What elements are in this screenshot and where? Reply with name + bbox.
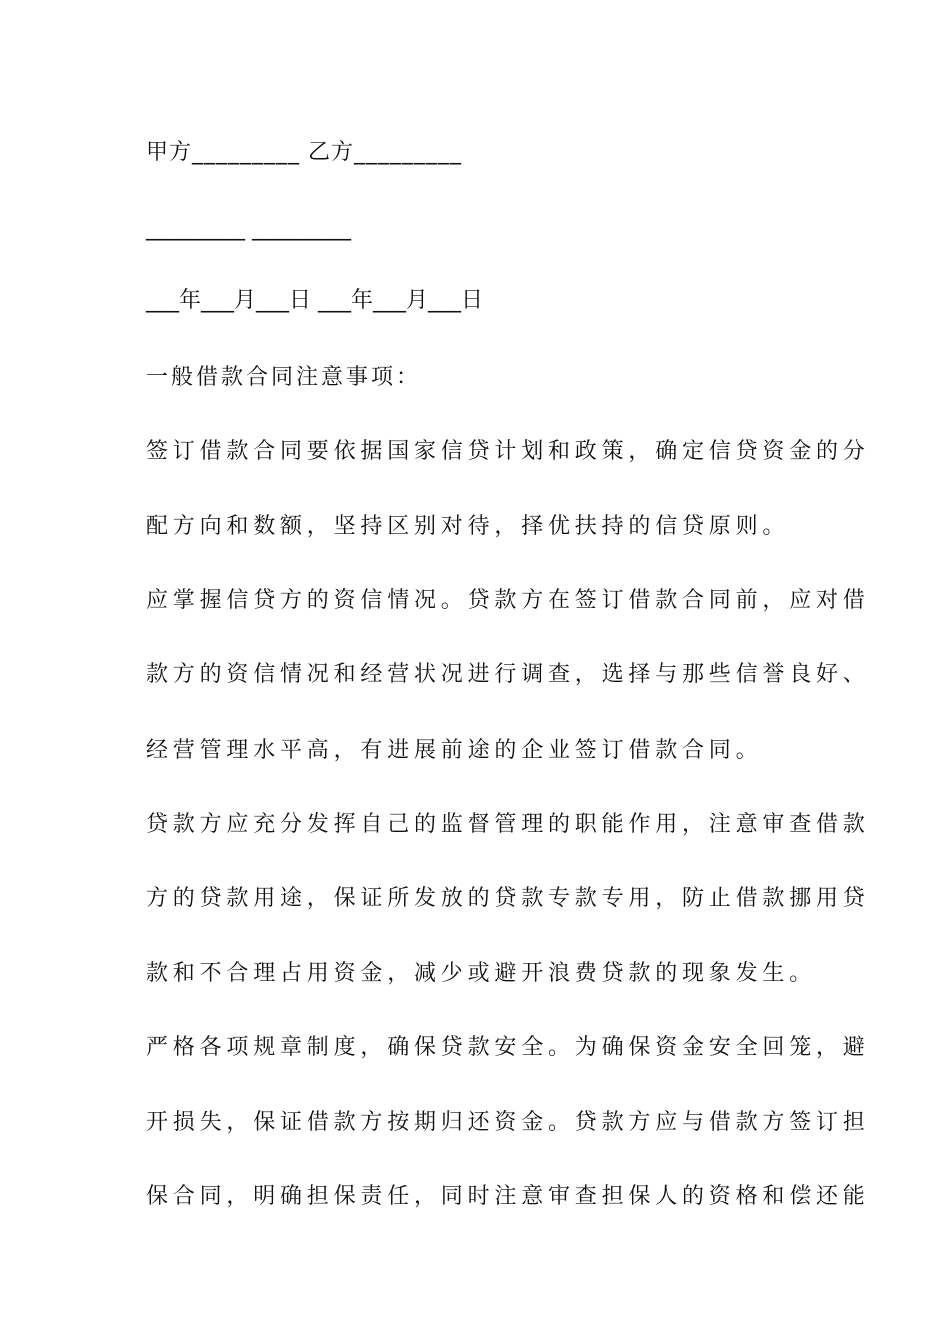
party-signature-line: 甲方_________ 乙方_________ — [146, 140, 462, 165]
signature-blank-line: _________ _________ — [146, 216, 351, 241]
paragraph-1-line-2: 配方向和数额，坚持区别对待，择优扶持的信贷原则。 — [146, 514, 790, 539]
section-heading: 一般借款合同注意事项： — [146, 365, 422, 390]
paragraph-2-line-2: 款方的资信情况和经营状况进行调查，选择与那些信誉良好、 — [146, 662, 870, 687]
paragraph-3-line-2: 方的贷款用途，保证所发放的贷款专款专用，防止借款挪用贷 — [146, 886, 870, 911]
paragraph-2-line-1: 应掌握信贷方的资信情况。贷款方在签订借款合同前，应对借 — [146, 588, 870, 613]
date-line: ___年___月___日 ___年___月___日 — [146, 288, 483, 313]
paragraph-3-line-3: 款和不合理占用资金，减少或避开浪费贷款的现象发生。 — [146, 961, 817, 986]
paragraph-4-line-2: 开损失，保证借款方按期归还资金。贷款方应与借款方签订担 — [146, 1110, 870, 1135]
paragraph-4-line-3: 保合同，明确担保责任，同时注意审查担保人的资格和偿还能 — [146, 1184, 870, 1209]
paragraph-2-line-3: 经营管理水平高，有进展前途的企业签订借款合同。 — [146, 738, 763, 763]
paragraph-4-line-1: 严格各项规章制度，确保贷款安全。为确保资金安全回笼，避 — [146, 1035, 870, 1060]
paragraph-3-line-1: 贷款方应充分发挥自己的监督管理的职能作用，注意审查借款 — [146, 812, 870, 837]
paragraph-1-line-1: 签订借款合同要依据国家信贷计划和政策，确定信贷资金的分 — [146, 439, 870, 464]
